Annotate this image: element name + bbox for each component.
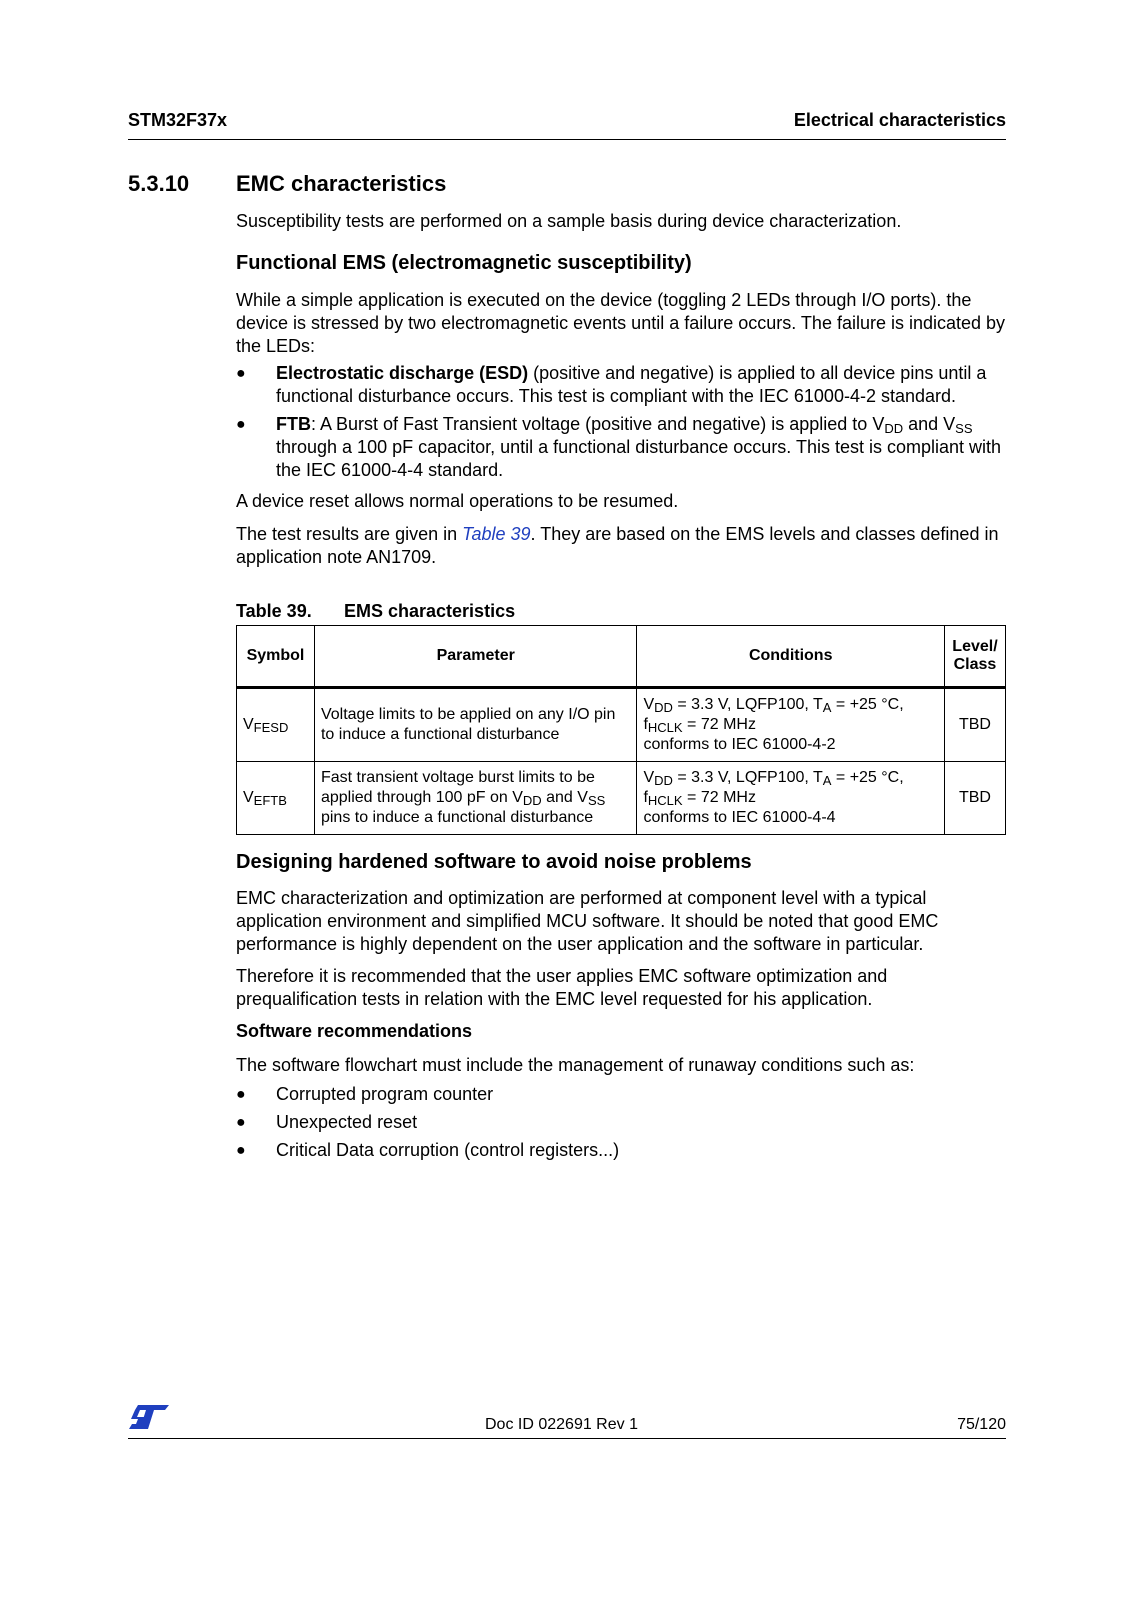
param-text: Fast transient voltage burst limits to be applied through 100 pF on V — [320, 769, 595, 806]
cond-text: = +25 °C, — [831, 696, 904, 713]
subscript: A — [822, 700, 832, 715]
hardened-heading: Designing hardened software to avoid noise problems — [236, 851, 752, 873]
cond-text: V — [643, 696, 655, 713]
subscript: DD — [654, 700, 673, 715]
table-row — [237, 762, 1006, 835]
bullet-dot: ● — [236, 416, 246, 433]
cond-text: = 3.3 V, LQFP100, T — [672, 696, 823, 713]
cell-symbol — [237, 688, 315, 762]
subscript: EFTB — [253, 793, 287, 808]
cell-level: TBD — [944, 688, 1005, 762]
table-39-link[interactable]: Table 39 — [462, 524, 531, 544]
table-header-row — [237, 626, 1006, 688]
cond-text: conforms to IEC 61000-4-4 — [643, 809, 836, 826]
bullet-esd-text: (positive and negative) is applied to all device pins until a functional disturbance occurs. This test is compliant with the IEC 61000-4-2 standard. — [276, 363, 987, 406]
list-item: Unexpected reset — [276, 1112, 418, 1132]
subscript: DD — [884, 421, 904, 436]
paragraph-text: The test results are given in — [236, 524, 463, 544]
header-text: Class — [953, 656, 997, 673]
subscript: SS — [587, 793, 606, 808]
col-header-parameter: Parameter — [314, 626, 636, 688]
subscript: DD — [654, 773, 673, 788]
subscript: DD — [522, 793, 542, 808]
bullet-ftb-text: and V — [903, 414, 956, 434]
ems-paragraph-1: While a simple application is executed on the device (toggling 2 LEDs through I/O ports). the device is stressed by two electromagnetic events until a failure occurs. The failure is indicated by the LEDs: — [236, 290, 1006, 356]
subscript: HCLK — [647, 720, 683, 735]
footer-page-number: 75/120 — [957, 1416, 1006, 1433]
bullet-dot: ● — [236, 1142, 246, 1159]
cond-text: = 72 MHz — [682, 789, 756, 806]
cell-conditions — [637, 688, 945, 762]
subscript: FESD — [253, 720, 289, 735]
paragraph-text: . They are based on the EMS levels and classes defined in application note AN1709. — [236, 524, 999, 567]
table-caption-number: Table 39. — [236, 601, 312, 621]
ems-paragraph-3 — [236, 523, 1006, 569]
bullet-ftb-text: through a 100 pF capacitor, until a functional disturbance occurs. This test is compliant with the IEC 61000-4-4 standard. — [276, 437, 1002, 480]
cond-text: = 72 MHz — [682, 716, 756, 733]
col-header-conditions: Conditions — [637, 626, 945, 688]
bullet-esd — [276, 362, 1016, 408]
ems-paragraph-2: A device reset allows normal operations to be resumed. — [236, 491, 679, 511]
subscript: SS — [955, 421, 973, 436]
bullet-dot: ● — [236, 1086, 246, 1103]
software-recommendations-heading: Software recommendations — [236, 1021, 473, 1041]
bullet-esd-bold: Electrostatic discharge (ESD) — [276, 363, 529, 383]
cond-text: conforms to IEC 61000-4-2 — [643, 736, 836, 753]
cond-text: = +25 °C, — [831, 769, 904, 786]
cond-text: f — [643, 716, 648, 733]
cell-parameter: Voltage limits to be applied on any I/O pin to induce a functional disturbance — [314, 688, 636, 762]
section-number: 5.3.10 — [128, 171, 190, 196]
bullet-ftb-text: : A Burst of Fast Transient voltage (positive and negative) is applied to V — [311, 414, 885, 434]
col-header-symbol: Symbol — [237, 626, 315, 688]
table-row — [237, 688, 1006, 762]
list-item: Critical Data corruption (control registers...) — [276, 1140, 620, 1160]
cond-text: = 3.3 V, LQFP100, T — [672, 769, 823, 786]
footer-rule — [128, 1438, 1006, 1439]
header-text: Level/ — [952, 638, 998, 655]
ems-table — [236, 625, 1006, 835]
subscript: A — [822, 773, 832, 788]
param-text: and V — [541, 789, 588, 806]
header-section-name: Electrical characteristics — [793, 110, 1006, 130]
cell-symbol — [237, 762, 315, 835]
ems-heading: Functional EMS (electromagnetic susceptibility) — [236, 252, 692, 274]
bullet-dot: ● — [236, 365, 246, 382]
cell-parameter — [314, 762, 636, 835]
hardened-paragraph-3: The software flowchart must include the management of runaway conditions such as: — [236, 1055, 915, 1075]
symbol-text: V — [243, 716, 254, 733]
col-header-level — [944, 626, 1005, 688]
hardened-paragraph-1: EMC characterization and optimization are performed at component level with a typical application environment and simplified MCU software. It should be noted that good EMC performance is highly dependent on the user application and the software in particular. — [236, 888, 939, 954]
section-title: EMC characteristics — [236, 171, 447, 196]
footer-doc-id: Doc ID 022691 Rev 1 — [485, 1416, 638, 1433]
cond-text: f — [643, 789, 648, 806]
list-item: Corrupted program counter — [276, 1084, 494, 1104]
cell-level: TBD — [944, 762, 1005, 835]
param-text: pins to induce a functional disturbance — [320, 809, 594, 826]
hardened-paragraph-2: Therefore it is recommended that the user applies EMC software optimization and prequalification tests in relation with the EMC level requested for his application. — [236, 966, 888, 1009]
table-caption-title: EMS characteristics — [344, 601, 516, 621]
cell-conditions — [637, 762, 945, 835]
bullet-ftb — [276, 413, 1016, 482]
section-intro: Susceptibility tests are performed on a sample basis during device characterization. — [236, 211, 902, 231]
header-doc-name: STM32F37x — [128, 110, 228, 130]
subscript: HCLK — [647, 793, 683, 808]
cond-text: V — [643, 769, 655, 786]
bullet-ftb-bold: FTB — [276, 414, 311, 434]
header-rule — [128, 139, 1006, 140]
bullet-dot: ● — [236, 1114, 246, 1131]
symbol-text: V — [243, 789, 254, 806]
st-logo — [128, 1404, 170, 1430]
